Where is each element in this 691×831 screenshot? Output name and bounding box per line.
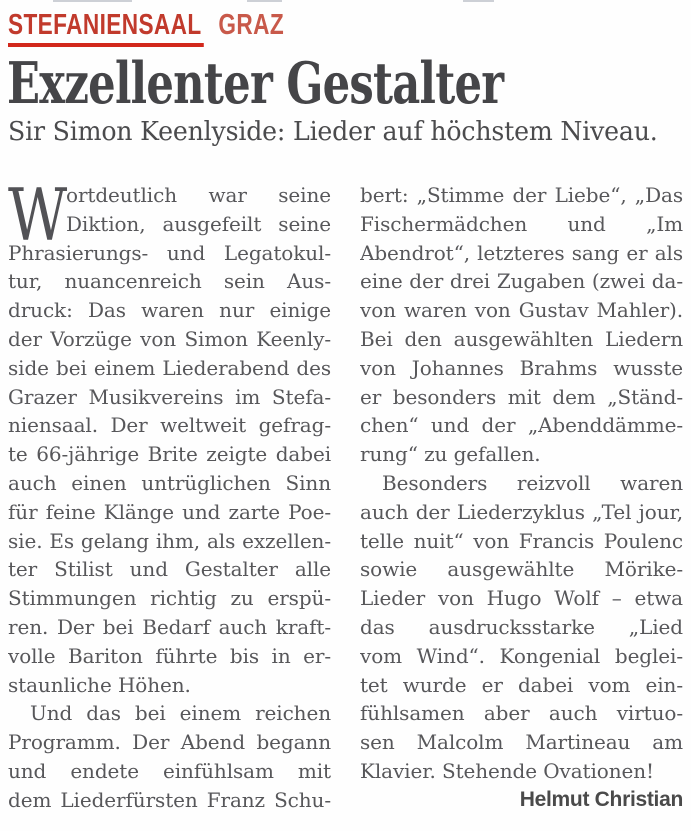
drop-cap: W xyxy=(8,173,68,257)
article-line: er besonders mit dem „Ständ- xyxy=(360,384,683,409)
article-line: Phrasierungs- und Legatokul- xyxy=(8,240,331,265)
article-line: te 66-jährige Brite zeigte dabei xyxy=(8,442,331,467)
article-line: staunliche Höhen. xyxy=(8,672,191,697)
article-headline: Exzellenter Gestalter xyxy=(7,50,504,117)
article-line: der Vorzüge von Simon Keenly- xyxy=(8,326,331,351)
article-line: Programm. Der Abend begann xyxy=(8,730,331,755)
article-line: tur, nuancenreich sein Aus- xyxy=(8,269,331,294)
article-line: druck: Das waren nur einige xyxy=(8,298,331,323)
cropped-text-artifact xyxy=(247,0,282,2)
article-line: sen Malcolm Martineau am xyxy=(360,730,683,755)
article-line: Besonders reizvoll waren xyxy=(382,470,683,495)
article-line: Diktion, ausgefeilt seine xyxy=(66,211,331,236)
article-line: bert: „Stimme der Liebe“, „Das xyxy=(360,183,683,207)
article-line: sowie ausgewählte Mörike- xyxy=(360,557,683,582)
article-line: fühlsamen aber auch virtuo- xyxy=(360,701,683,726)
article-line: auch der Liederzyklus „Tel jour, xyxy=(360,499,683,524)
article-line: Fischermädchen und „Im xyxy=(360,211,683,236)
author-byline: Helmut Christian xyxy=(519,787,683,811)
article-line: rung“ zu gefallen. xyxy=(360,442,541,467)
article-line: side bei einem Liederabend des xyxy=(8,355,331,380)
article-line: auch einen untrüglichen Sinn xyxy=(8,470,331,495)
column-lines xyxy=(360,181,683,786)
article-line: Stimmungen richtig zu erspü- xyxy=(8,586,331,611)
article-subheadline: Sir Simon Keenlyside: Lieder auf höchstem Niveau. xyxy=(8,117,658,147)
article-line: vom Wind“. Kongenial beglei- xyxy=(360,643,683,668)
article-column-right xyxy=(360,181,683,815)
article-line: niensaal. Der weltweit gefrag- xyxy=(8,413,331,438)
article-line: ter Stilist und Gestalter alle xyxy=(8,557,331,582)
article-line: und endete einfühlsam mit xyxy=(8,758,331,783)
article-line: für feine Klänge und zarte Poe- xyxy=(8,499,331,524)
article-line: eine der drei Zugaben (zwei da- xyxy=(360,269,683,294)
article-line: Grazer Musikvereins im Stefa- xyxy=(8,384,331,409)
kicker-venue: STEFANIENSAAL xyxy=(8,9,204,47)
article-line: telle nuit“ von Francis Poulenc xyxy=(360,528,683,553)
article-line: Und das bei einem reichen xyxy=(30,701,331,726)
article-line: von Johannes Brahms wusste xyxy=(360,355,683,380)
article-line: Lieder von Hugo Wolf – etwa xyxy=(360,586,683,611)
article-line: das ausdrucksstarke „Lied xyxy=(360,614,683,639)
article-line: sie. Es gelang ihm, als exzellen- xyxy=(8,528,331,553)
article-line: Abendrot“, letzteres sang er als xyxy=(360,240,683,265)
article-line: chen“ und der „Abenddämme- xyxy=(360,413,683,438)
article-line: dem Liederfürsten Franz Schu- xyxy=(8,787,331,812)
kicker-city: GRAZ xyxy=(218,9,285,41)
cropped-text-artifact xyxy=(53,0,132,2)
cropped-text-artifact xyxy=(463,0,494,2)
kicker xyxy=(8,9,284,47)
article-line: ortdeutlich war seine xyxy=(66,183,331,207)
article-body xyxy=(8,173,683,815)
article-line: Bei den ausgewählten Liedern xyxy=(360,326,683,351)
article-column-left xyxy=(8,173,331,815)
article-line: volle Bariton führte bis in er- xyxy=(8,643,331,668)
article-line: tet wurde er dabei vom ein- xyxy=(360,672,683,697)
column-lines xyxy=(8,173,331,815)
article-line: Klavier. Stehende Ovationen! xyxy=(360,758,654,783)
article-line: ren. Der bei Bedarf auch kraft- xyxy=(8,614,331,639)
article-line: von waren von Gustav Mahler). xyxy=(360,298,683,323)
